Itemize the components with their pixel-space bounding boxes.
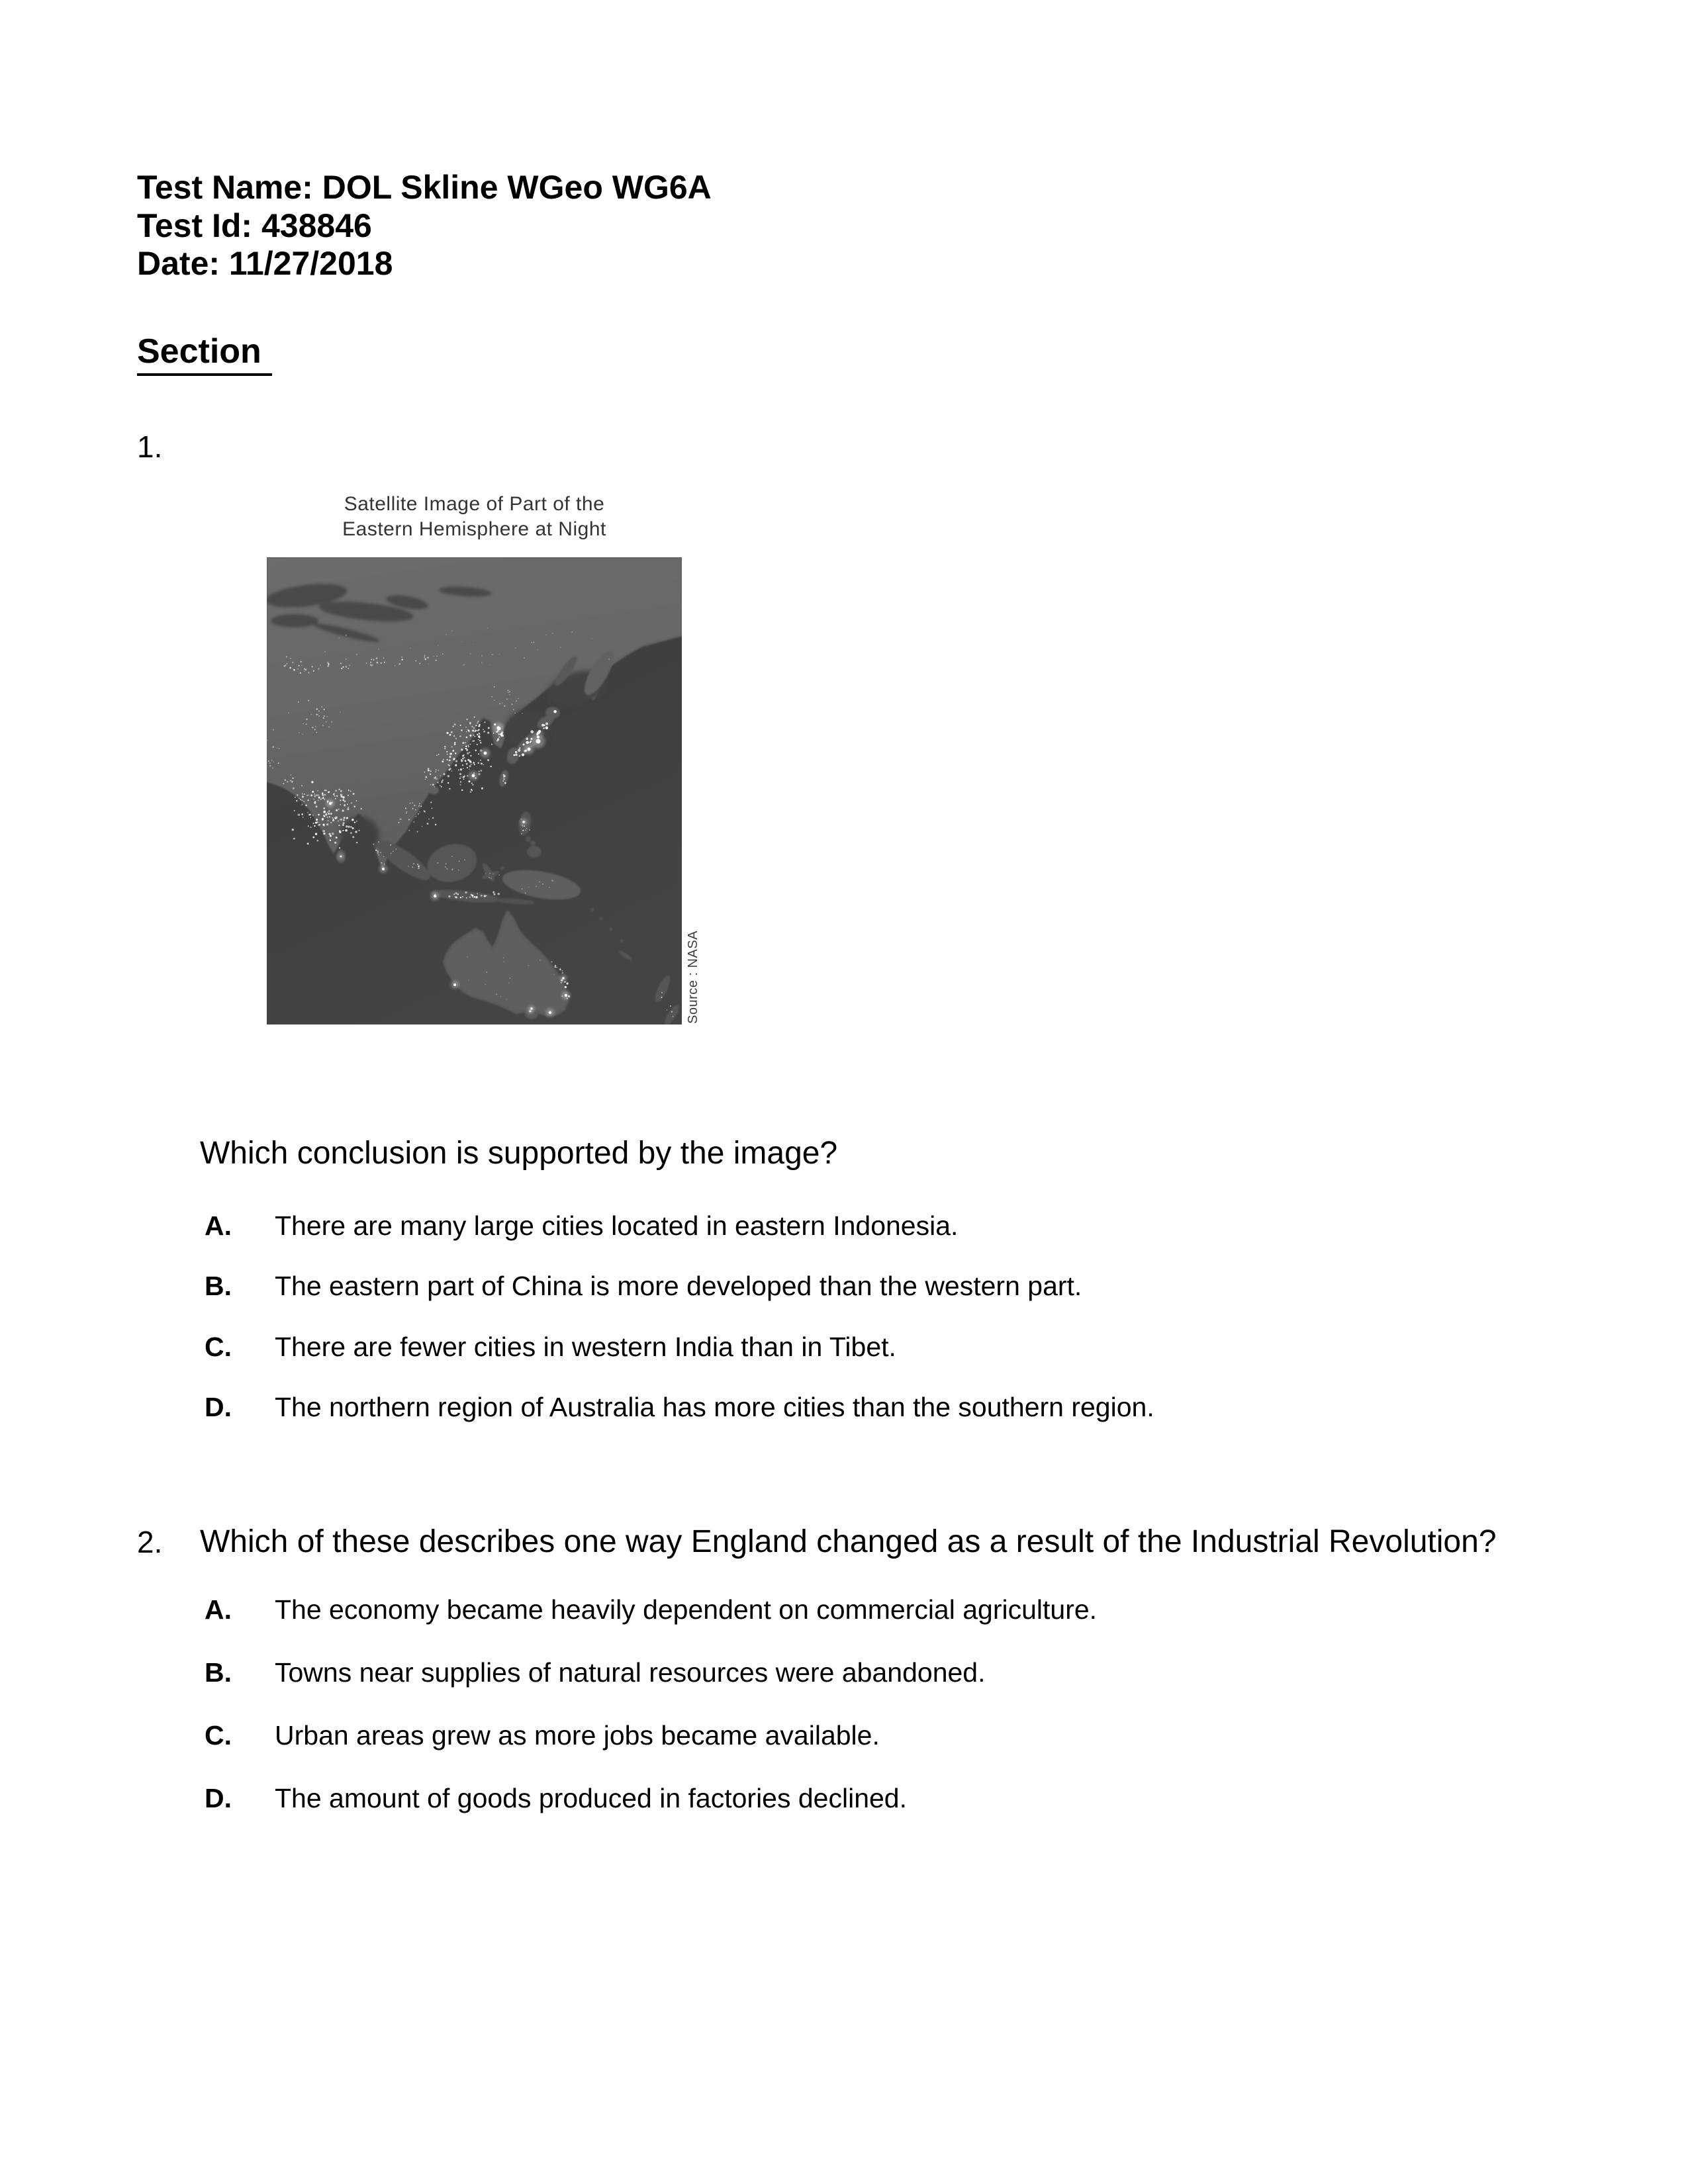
option-letter: D. — [205, 1392, 232, 1422]
option-letter: C. — [205, 1720, 232, 1751]
figure-title-block — [267, 492, 682, 542]
question-1-option-d — [205, 1392, 1154, 1423]
test-id: Test Id: 438846 — [137, 206, 372, 244]
figure-title-line2: Eastern Hemisphere at Night — [342, 518, 606, 540]
option-text: There are many large cities located in eastern Indonesia. — [275, 1210, 959, 1241]
satellite-image — [267, 557, 682, 1024]
test-name: Test Name: DOL Skline WGeo WG6A — [137, 169, 712, 206]
question-2-number: 2. — [137, 1525, 163, 1559]
figure-title-line1: Satellite Image of Part of the — [344, 493, 605, 515]
question-1-option-b — [205, 1271, 1082, 1302]
question-2-option-b — [205, 1657, 986, 1688]
option-letter: B. — [205, 1657, 232, 1688]
option-text: There are fewer cities in western India than in Tibet. — [275, 1332, 896, 1362]
option-text: Towns near supplies of natural resources were abandoned. — [275, 1657, 986, 1688]
option-letter: A. — [205, 1210, 232, 1241]
question-1-option-a — [205, 1210, 958, 1242]
question-1-prompt: Which conclusion is supported by the image? — [200, 1136, 838, 1171]
satellite-night-map — [267, 557, 682, 1024]
option-text: The economy became heavily dependent on commercial agriculture. — [275, 1594, 1098, 1625]
option-letter: D. — [205, 1783, 232, 1813]
option-letter: B. — [205, 1271, 232, 1301]
option-text: Urban areas grew as more jobs became available. — [275, 1720, 880, 1751]
option-letter: A. — [205, 1594, 232, 1625]
option-text: The amount of goods produced in factories declined. — [275, 1783, 907, 1813]
question-1-option-c — [205, 1332, 896, 1363]
question-2-option-d — [205, 1783, 907, 1814]
section-heading: Section — [137, 332, 272, 376]
question-2-prompt: Which of these describes one way England changed as a result of the Industrial Revolution? — [200, 1524, 1497, 1559]
question-1-number: 1. — [137, 430, 163, 464]
option-text: The northern region of Australia has more cities than the southern region. — [275, 1392, 1154, 1422]
test-date: Date: 11/27/2018 — [137, 245, 393, 282]
question-2-option-a — [205, 1594, 1097, 1625]
option-letter: C. — [205, 1332, 232, 1362]
figure-source-credit: Source : NASA — [686, 930, 700, 1024]
option-text: The eastern part of China is more developed than the western part. — [275, 1271, 1082, 1301]
question-2-option-c — [205, 1720, 880, 1751]
test-header — [137, 169, 712, 283]
